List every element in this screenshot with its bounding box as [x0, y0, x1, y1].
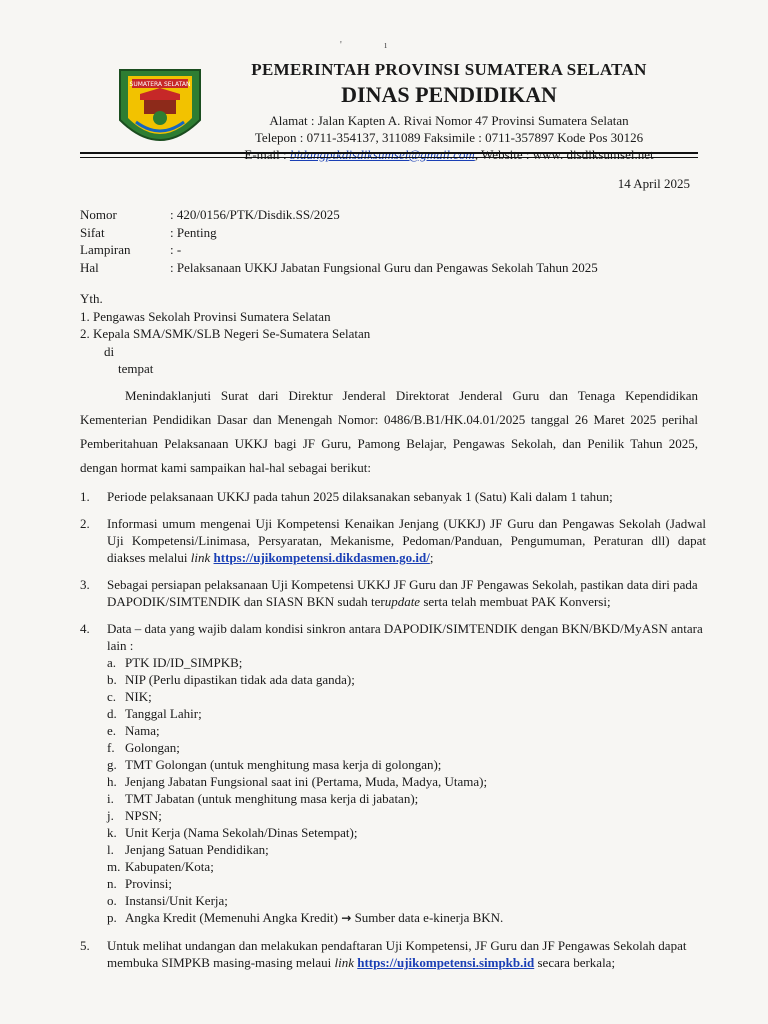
agency-name: DINAS PENDIDIKAN	[341, 82, 557, 107]
data-sync-list	[107, 654, 706, 927]
list-item: 1. Periode pelaksanaan UKKJ pada tahun 2025 dilaksanakan sebanyak 1 (Satu) Kali dalam 1 tahun;	[80, 489, 613, 504]
phone-line: Telepon : 0711-354137, 311089 Faksimile : 0711-357897 Kode Pos 30126	[254, 130, 644, 145]
list-item: 4. Data – data yang wajib dalam kondisi sinkron antara DAPODIK/SIMTENDIK dengan BKN/BKD/MyASN antara lain : a. PTK ID/ID_SIMPKB; b. NIP (Perlu dipastikan tidak ada data ganda); c. NIK; d. Tanggal Lahir; e. Nama; f. Golongan; g. TMT Golongan (untuk menghitung masa kerja di golongan); h. Jenjang Jabatan Fungsional saat ini (Pertama, Muda, Madya, Utama); i. TMT Jabatan (untuk menghitung masa kerja di jabatan); j. NPSN; k. Unit Kerja (Nama Sekolah/Dinas Setempat); l. Jenjang Satuan Pendidikan; m. Kabupaten/Kota; n. Provinsi; o. Instansi/Unit Kerja; p. Angka Kredit (Memenuhi Angka Kredit) → Sumber data e-kinerja BKN.	[80, 620, 706, 927]
header-rule-thin	[80, 157, 698, 158]
sub-item: l. Jenjang Satuan Pendidikan;	[107, 842, 269, 857]
ujikompetensi-link[interactable]: https://ujikompetensi.dikdasmen.go.id/	[213, 550, 430, 565]
meta-row: Nomor : 420/0156/PTK/Disdik.SS/2025	[80, 207, 340, 222]
header-rule-thick	[80, 152, 698, 154]
sub-item: d. Tanggal Lahir;	[107, 706, 202, 721]
arrow-right-icon: →	[341, 911, 352, 925]
sub-item: e. Nama;	[107, 723, 160, 738]
sub-item: i. TMT Jabatan (untuk menghitung masa kerja di jabatan);	[107, 791, 419, 806]
list-item: 5. Untuk melihat undangan dan melakukan pendaftaran Uji Kompetensi, JF Guru dan JF Pengawas Sekolah dapat membuka SIMPKB masing-masing melaui link https://ujikompetensi.simpkb.id secara berkala;	[80, 938, 687, 970]
sub-item: k. Unit Kerja (Nama Sekolah/Dinas Setempat);	[107, 825, 358, 840]
sub-item: f. Golongan;	[107, 740, 180, 755]
sub-item: h. Jenjang Jabatan Fungsional saat ini (Pertama, Muda, Madya, Utama);	[107, 774, 488, 789]
meta-row: Lampiran : -	[80, 242, 182, 257]
sub-item: n. Provinsi;	[107, 876, 172, 891]
sub-item: j. NPSN;	[107, 808, 162, 823]
letter-meta	[80, 206, 598, 276]
recipients: Yth. 1. Pengawas Sekolah Provinsi Sumatera Selatan 2. Kepala SMA/SMK/SLB Negeri Se-Sumatera Selatan di tempat	[80, 291, 371, 376]
list-item: 3. Sebagai persiapan pelaksanaan Uji Kompetensi UKKJ JF Guru dan JF Pengawas Sekolah, pastikan data diri pada DAPODIK/SIMTENDIK dan SIASN BKN sudah terupdate serta telah membuat PAK Konversi;	[80, 577, 698, 609]
sub-item: p. Angka Kredit (Memenuhi Angka Kredit) → Sumber data e-kinerja BKN.	[107, 910, 504, 925]
intro-paragraph: Menindaklanjuti Surat dari Direktur Jenderal Direktorat Jenderal Guru dan Tenaga Kependidikan Kementerian Pendidikan Dasar dan Menengah Nomor: 0486/B.B1/HK.04.01/2025 tanggal 26 Maret 2025 perihal Pemberitahuan Pelaksanaan UKKJ bagi JF Guru, Pamong Belajar, Pengawas Sekolah, dan Penilik Tahun 2025, dengan hormat kami sampaikan hal-hal sebagai berikut:	[80, 388, 698, 475]
email-line: E-mail : bidangptkdisdiksumsel@gmail.com, Website : www. disdiksumsel.net	[244, 147, 654, 162]
emblem-text: SUMATERA SELATAN	[129, 81, 191, 88]
meta-row: Sifat : Penting	[80, 224, 217, 240]
sub-item: a. PTK ID/ID_SIMPKB;	[107, 655, 243, 670]
numbered-list	[80, 488, 706, 981]
sub-item: o. Instansi/Unit Kerja;	[107, 893, 228, 908]
address-line: Alamat : Jalan Kapten A. Rivai Nomor 47 Provinsi Sumatera Selatan	[269, 113, 629, 128]
email-link[interactable]: bidangptkdisdiksumsel@gmail.com	[289, 147, 475, 162]
sub-item: c. NIK;	[107, 689, 152, 704]
sub-item: m. Kabupaten/Kota;	[107, 859, 214, 874]
simpkb-link[interactable]: https://ujikompetensi.simpkb.id	[357, 955, 535, 970]
contact-block	[200, 112, 698, 163]
sub-item: b. NIP (Perlu dipastikan tidak ada data ganda);	[107, 672, 355, 687]
scan-marks: ' ı	[340, 40, 408, 51]
government-name: PEMERINTAH PROVINSI SUMATERA SELATAN	[251, 60, 647, 79]
sub-item: g. TMT Golongan (untuk menghitung masa kerja di golongan);	[107, 757, 442, 772]
meta-row: Hal : Pelaksanaan UKKJ Jabatan Fungsional Guru dan Pengawas Sekolah Tahun 2025	[80, 259, 598, 275]
website: , Website : www. disdiksumsel.net	[474, 147, 654, 162]
letterhead	[200, 60, 698, 163]
list-item: 2. Informasi umum mengenai Uji Kompetensi Kenaikan Jenjang (UKKJ) JF Guru dan Pengawas Sekolah (Jadwal Uji Kompetensi/Linimasa, Persyaratan, Mekanisme, Pedoman/Panduan, Pengumuman, Peraturan dll) dapat diakses melalui link https://ujikompetensi.dikdasmen.go.id/;	[80, 516, 706, 565]
letter-date: 14 April 2025	[617, 176, 690, 191]
